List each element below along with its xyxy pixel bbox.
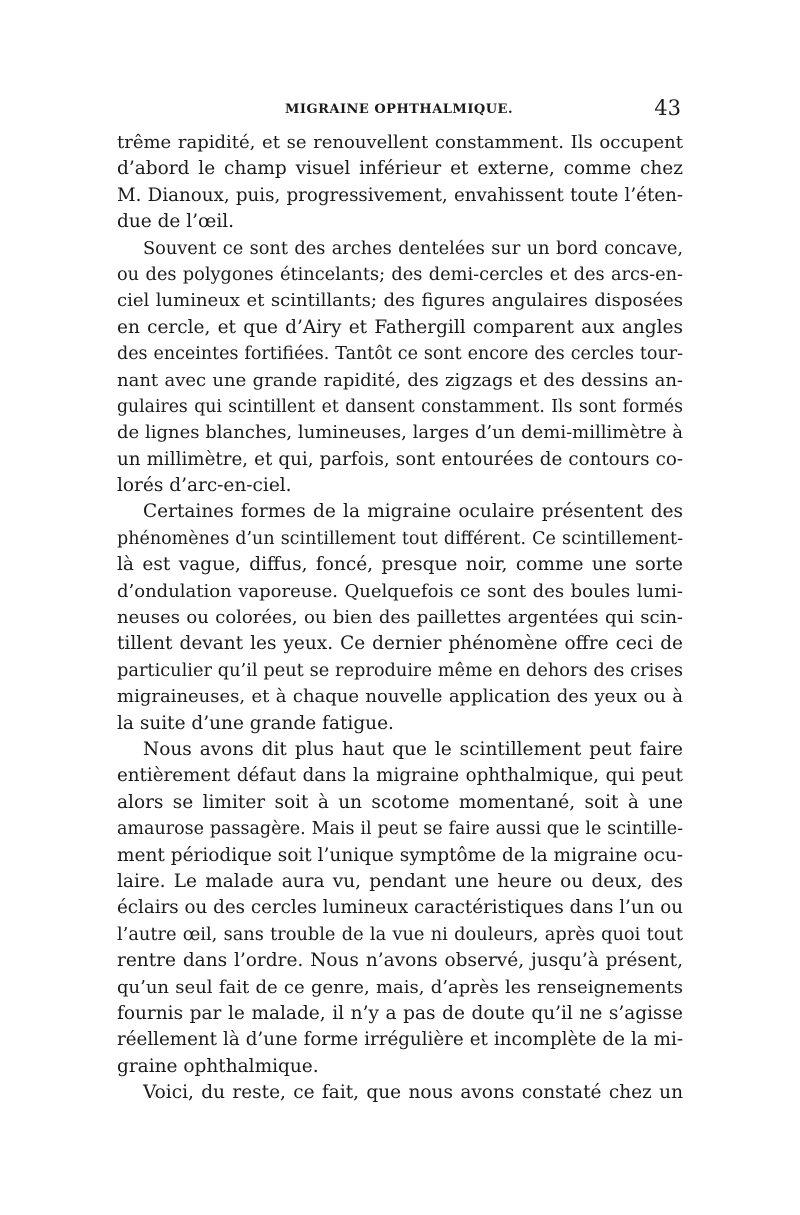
text-line: de lignes blanches, lumineuses, larges d’un demi-millimètre à [117, 422, 683, 444]
text-line: l’autre œil, sans trouble de la vue ni douleurs, après quoi tout [117, 924, 683, 945]
text-line: Souvent ce sont des arches dentelées sur un bord concave, [143, 238, 683, 259]
text-line: M. Dianoux, puis, progressivement, envahissent toute l’éten- [117, 184, 683, 206]
text-line: fournis par le malade, il n’y a pas de doute qu’il ne s’agisse [117, 1002, 683, 1024]
text-line: des enceintes fortifiées. Tantôt ce sont encore des cercles tour- [117, 344, 683, 365]
text-line: amaurose passagère. Mais il peut se faire aussi que le scintille- [117, 819, 683, 840]
text-line: particulier qu’il peut se reproduire même en dehors des crises [117, 660, 683, 681]
text-line: Nous avons dit plus haut que le scintillement peut faire [143, 738, 683, 760]
text-line: laire. Le malade aura vu, pendant une heure ou deux, des [117, 870, 683, 892]
text-line: là est vague, diffus, foncé, presque noir, comme une sorte [117, 554, 683, 576]
text-line: Voici, du reste, ce fait, que nous avons constaté chez un [143, 1082, 683, 1104]
text-line: alors se limiter soit à un scotome momentané, soit à une [117, 791, 683, 813]
text-line: tillent devant les yeux. Ce dernier phénomène offre ceci de [117, 633, 683, 655]
text-line: ciel lumineux et scintillants; des figures angulaires disposées [117, 290, 683, 312]
text-line: ment périodique soit l’unique symptôme de la migraine ocu- [117, 844, 683, 866]
text-line: réellement là d’une forme irrégulière et incomplète de la mi- [117, 1029, 683, 1051]
text-line: Certaines formes de la migraine oculaire présentent des [143, 501, 683, 523]
page-number: 43 [654, 96, 681, 120]
text-line: rentre dans l’ordre. Nous n’avons observé, jusqu’à présent, [117, 950, 683, 972]
text-line: d’abord le champ visuel inférieur et externe, comme chez [117, 158, 683, 180]
text-line: graine ophthalmique. [117, 1055, 319, 1077]
text-line: neuses ou colorées, ou bien des paillettes argentées qui scin- [117, 607, 683, 629]
running-title: MIGRAINE OPHTHALMIQUE. [285, 102, 513, 117]
text-line: migraineuses, et à chaque nouvelle application des yeux ou à [117, 686, 683, 708]
text-line: la suite d’une grande fatigue. [117, 712, 394, 734]
text-line: qu’un seul fait de ce genre, mais, d’après les renseignements [117, 976, 683, 998]
text-line: entièrement défaut dans la migraine ophthalmique, qui peut [117, 765, 683, 787]
text-line: éclairs ou des cercles lumineux caractéristiques dans l’un ou [117, 897, 683, 919]
body-text [117, 130, 683, 1106]
text-line: lorés d’arc-en-ciel. [117, 475, 292, 497]
text-line: due de l’œil. [117, 211, 235, 233]
text-line: d’ondulation vaporeuse. Quelquefois ce sont des boules lumi- [117, 580, 683, 602]
text-line: phénomènes d’un scintillement tout différent. Ce scintillement- [117, 528, 683, 549]
text-line: un millimètre, et qui, parfois, sont entourées de contours co- [117, 448, 683, 470]
text-line: nant avec une grande rapidité, des zigzags et des dessins an- [117, 369, 683, 391]
text-line: ou des polygones étincelants; des demi-cercles et des arcs-en- [117, 264, 683, 285]
text-line: gulaires qui scintillent et dansent constamment. Ils sont formés [117, 396, 683, 417]
text-line: en cercle, et que d’Airy et Fathergill comparent aux angles [117, 316, 683, 338]
running-head [117, 98, 683, 122]
text-line: trême rapidité, et se renouvellent constamment. Ils occupent [117, 132, 683, 153]
